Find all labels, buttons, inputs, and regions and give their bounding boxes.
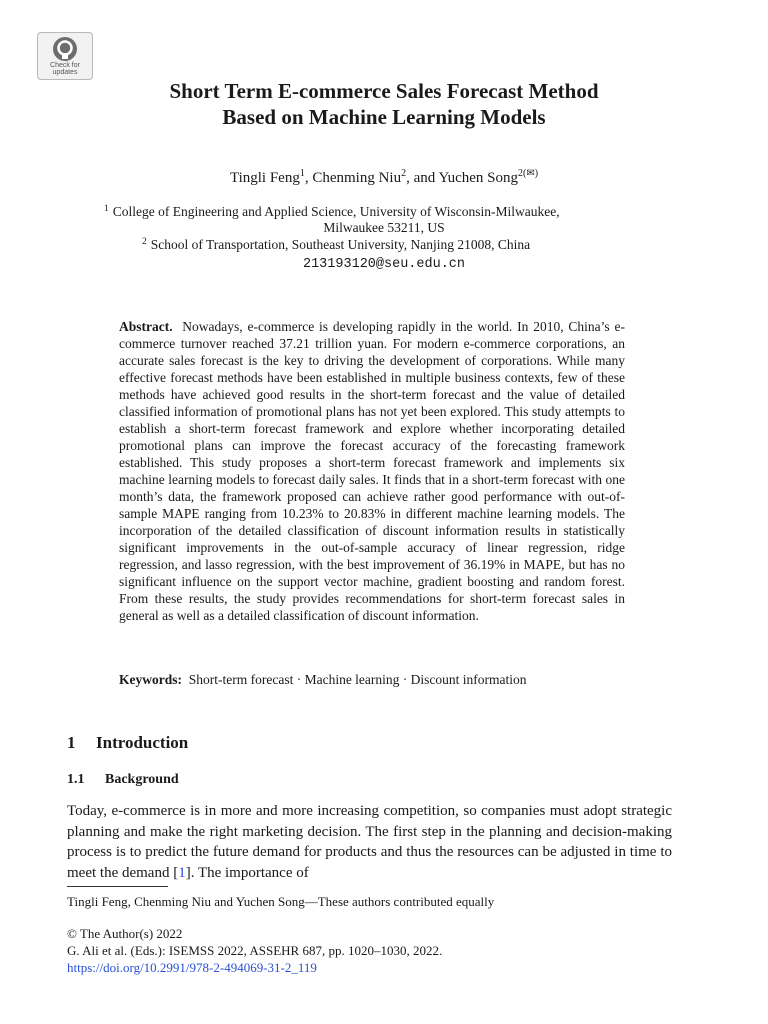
affiliation-number: 2 <box>142 237 147 247</box>
affiliation-1-continued: Milwaukee 53211, US <box>323 220 445 235</box>
author-name: Tingli Feng <box>229 170 300 186</box>
author-name: Yuchen Song <box>438 170 519 186</box>
author-separator: , <box>304 170 313 186</box>
affiliation-2 <box>142 236 530 253</box>
affiliation-1 <box>104 203 560 220</box>
subsection-number: 1.1 <box>67 772 85 787</box>
author-affiliation-mark: 2(✉) <box>518 168 539 179</box>
paper-title <box>0 78 768 130</box>
body-text-before: Today, e-commerce is in more and more increasing competition, so companies must adopt strategic planning and make the right marketing decision. The first step in the planning and decision-making process is to predict the future demand for products and thus the resources can be adjusted in time to meet the demand [ <box>67 803 672 881</box>
affiliation-text: College of Engineering and Applied Science, University of Wisconsin-Milwaukee, <box>112 204 560 219</box>
affiliation-text: School of Transportation, Southeast University, Nanjing 21008, China <box>150 237 531 252</box>
affiliation-number: 1 <box>104 204 109 214</box>
body-paragraph <box>67 801 672 883</box>
badge-label-line2: updates <box>52 69 78 76</box>
author-affiliation-mark: 2 <box>401 168 407 179</box>
doi-link[interactable]: https://doi.org/10.2991/978-2-494069-31-2_119 <box>67 960 317 975</box>
citation-line: G. Ali et al. (Eds.): ISEMSS 2022, ASSEHR 687, pp. 1020–1030, 2022. <box>67 943 443 958</box>
section-number: 1 <box>67 733 76 752</box>
author-separator: , and <box>406 170 439 186</box>
subsection-heading <box>67 771 179 789</box>
author-affiliation-mark: 1 <box>299 168 305 179</box>
paper-title-line2: Based on Machine Learning Models <box>222 105 546 129</box>
check-for-updates-icon <box>52 36 78 62</box>
footnote: Tingli Feng, Chenming Niu and Yuchen Song—These authors contributed equally <box>67 894 495 909</box>
subsection-title: Background <box>105 772 179 787</box>
keywords <box>119 671 639 688</box>
citation-link[interactable]: 1 <box>178 864 186 881</box>
keywords-text: Short-term forecast · Machine learning · Discount information <box>188 672 527 687</box>
section-heading <box>67 732 188 754</box>
footnote-divider <box>67 886 168 887</box>
author-list <box>0 168 768 188</box>
badge-label-line1: Check for <box>50 62 80 69</box>
keywords-label: Keywords: <box>119 672 182 687</box>
copyright-line: © The Author(s) 2022 <box>67 926 183 941</box>
section-title: Introduction <box>96 733 189 752</box>
paper-title-line1: Short Term E-commerce Sales Forecast Method <box>169 79 599 103</box>
body-text-after: ]. The importance of <box>185 864 309 881</box>
abstract-label: Abstract. <box>119 319 173 334</box>
check-for-updates-badge[interactable] <box>37 32 93 80</box>
publication-footer <box>67 925 442 976</box>
abstract <box>119 318 625 624</box>
author-name: Chenming Niu <box>312 170 402 186</box>
author-email: 213193120@seu.edu.cn <box>302 257 466 272</box>
abstract-text: Nowadays, e-commerce is developing rapidly in the world. In 2010, China’s e-commerce turnover reached 37.21 trillion yuan. For modern e-commerce corporations, an accurate sales forecast is the key to driving the development of corporations. While many effective forecast methods have been established in multiple business contexts, few of these methods have achieved good results in the short-term forecast and the value of detailed classified information of promotional plans has not yet been explored. This study attempts to establish a short-term forecast framework and explore whether incorporating detailed promotional plans can improve the forecast accuracy of the forecasting framework established. This study proposes a short-term forecast framework and implements six machine learning models to forecast daily sales. It finds that in a short-term forecast with one month’s data, the framework proposed can achieve rather good performance with out-of-sample MAPE ranging from 10.23% to 20.83% in different machine learning models. The incorporation of the detailed classification of discount information results in statistically significant improvements in the out-of-sample accuracy of linear regression, ridge regression, and lasso regression, with the best improvement of 36.19% in MAPE, but has no significant influence on the support vector machine, gradient boosting and random forest. From these results, the study provides recommendations for short-term forecast sales in general as well as a detailed classification of discount information. <box>119 319 625 623</box>
